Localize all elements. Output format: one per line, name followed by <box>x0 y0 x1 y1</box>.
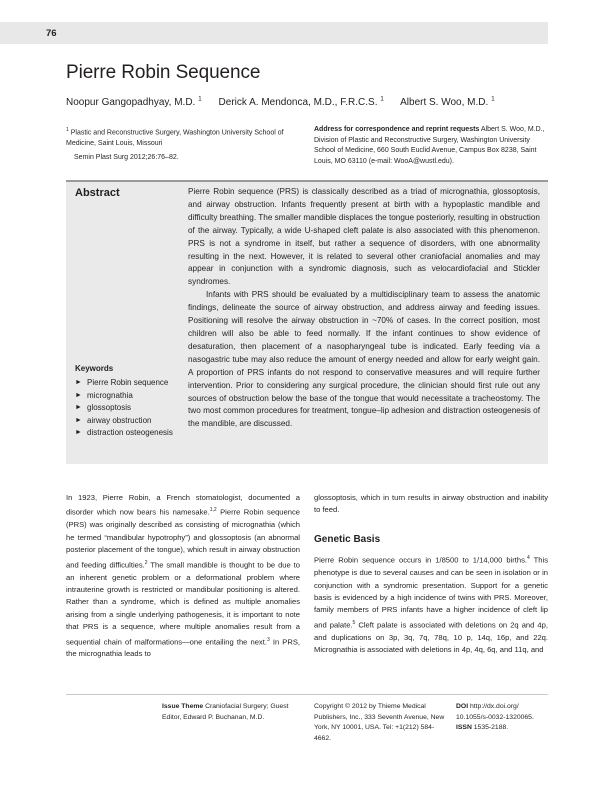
abstract-paragraph: Pierre Robin sequence (PRS) is classically described as a triad of micrognathia, glossoptosis, and airway obstruction. Infants frequently present at birth with a hypoplastic mandible and difficulty breathing. The smaller mandible displaces the tongue posteriorly, resulting in obstruction of the airway. Typically, a wide U-shaped cleft palate is also associated with this phenomenon. PRS is not a syndrome in itself, but rather a sequence of disorders, with one abnormality resulting in the next. However, it is related to several other craniofacial anomalies and may appear in conjunction with a syndromic diagnosis, such as velocardiofacial and Stickler syndromes. <box>188 187 540 287</box>
body-text: The small mandible is thought to be due to an inherent genetic problem or a deformational problem where intrauterine growth is restricted or mandibular positioning is altered. Rather than a syndrome, which is defined as multiple anomalies arising from a single underlying pathogenesis, it is important to note that PRS is a sequence, where multiple anomalies result from a sequential chain of malformations—one entailing the next. <box>66 560 300 647</box>
citation: Semin Plast Surg 2012;26:76–82. <box>74 154 179 161</box>
issn-label: ISSN <box>456 724 472 732</box>
author <box>66 97 202 108</box>
author-affiliation-marker: 1 <box>198 96 202 103</box>
bullet-arrow-icon: ► <box>75 429 82 437</box>
section-heading: Genetic Basis <box>314 533 381 545</box>
body-paragraph <box>314 552 548 656</box>
author-name: Derick A. Mendonca, M.D., F.R.C.S. <box>218 97 378 109</box>
page-number: 76 <box>46 28 57 39</box>
body-text: Pierre Robin sequence occurs in 1/8500 to 1/14,000 births. <box>314 555 528 565</box>
keywords-list <box>75 377 187 440</box>
keyword-text: airway obstruction <box>87 415 152 425</box>
author-name: Noopur Gangopadhyay, M.D. <box>66 97 196 109</box>
keyword-item <box>75 427 187 440</box>
keyword-item <box>75 402 187 415</box>
keyword-text: micrognathia <box>87 390 133 400</box>
citation-ref: 2 <box>144 559 148 566</box>
keyword-text: Pierre Robin sequence <box>87 378 169 387</box>
affiliation-text: Plastic and Reconstructive Surgery, Washington University School of Medicine, Saint Louis, Missouri <box>66 129 284 147</box>
body-text: Cleft palate is associated with deletions on 2q and 4p, and duplications on 3p, 3q, 7q, 78q, 10 p, 14q, 16p, and 22q. Micrognathia is associated with deletions in 4p, 4q, 6q, and 11q, and <box>314 620 548 655</box>
footer-divider <box>66 694 548 695</box>
correspondence-text: Albert S. Woo, M.D., Division of Plastic and Reconstructive Surgery, Washington University School of Medicine, 660 South Euclid Avenue, Campus Box 8238, Saint Louis, MO 63110 (e-mail: WooA@wustl.edu). <box>314 126 545 165</box>
keyword-item <box>75 377 187 390</box>
author-affiliation-marker: 1 <box>491 96 495 103</box>
citation-ref: 4 <box>527 555 530 562</box>
bullet-arrow-icon: ► <box>75 416 82 424</box>
author-list <box>66 96 509 108</box>
abstract-paragraph: Infants with PRS should be evaluated by a multidisciplinary team to assess the anatomic findings, delineate the source of airway obstruction, and address airway and feeding issues. Positioning will resolve the airway obstruction in ~70% of cases. In the correct position, most children will also be able to feed normally. If the infant continues to show evidence of desaturation, then placement of a nasopharyngeal tube is indicated. Early feeding via a nasogastric tube may also reduce the amount of energy needed and allow for early weight gain. A proportion of PRS infants do not respond to conservative measures and will require further intervention. Prior to considering any surgical procedure, the clinician should first rule out any sources of obstruction below the base of the tongue that would necessitate a tracheostomy. The two most common procedures for treatment, tongue–lip adhesion and distraction osteogenesis of the mandible, are discussed. <box>188 290 540 429</box>
keyword-text: glossoptosis <box>87 403 132 413</box>
footer-doi-issn <box>456 702 552 734</box>
body-paragraph <box>66 492 300 661</box>
bullet-arrow-icon: ► <box>75 379 82 386</box>
keyword-item <box>75 390 187 403</box>
body-text: Pierre Robin sequence (PRS) was originally described as consisting of micrognathia (which he termed “mandibular hypotrophy”) and glossoptosis (an abnormal posterior placement of the tongue), which result in airway obstruction and feeding difficulties. <box>66 507 300 570</box>
citation-ref: 5 <box>352 619 356 626</box>
article-title: Pierre Robin Sequence <box>66 62 261 83</box>
body-paragraph: glossoptosis, which in turn results in airway obstruction and inability to feed. <box>314 493 548 515</box>
body-text: In 1923, Pierre Robin, a French stomatologist, documented a disorder which now bears his namesake. <box>66 493 300 517</box>
bullet-arrow-icon: ► <box>75 404 82 412</box>
author <box>219 97 384 108</box>
keywords-heading: Keywords <box>75 364 114 373</box>
citation-ref: 3 <box>266 636 270 643</box>
correspondence <box>314 125 546 167</box>
author-affiliation-marker: 1 <box>380 96 384 103</box>
citation-ref: 1,2 <box>209 507 217 514</box>
issn-text: 1535-2188. <box>473 724 509 732</box>
running-header-bar <box>0 22 548 44</box>
bullet-arrow-icon: ► <box>75 391 82 399</box>
correspondence-label: Address for correspondence and reprint requests <box>314 126 480 133</box>
body-text: In PRS, the micrognathia leads to <box>66 637 301 659</box>
doi-label: DOI <box>456 703 469 710</box>
abstract-heading: Abstract <box>75 187 120 199</box>
keyword-text: distraction osteogenesis <box>87 428 173 438</box>
author-name: Albert S. Woo, M.D. <box>400 97 489 109</box>
keyword-item <box>75 415 187 428</box>
footer-copyright: Copyright © 2012 by Thieme Medical Publishers, Inc., 333 Seventh Avenue, New York, NY 10001, USA. Tel: +1(212) 584-4662. <box>314 703 445 742</box>
abstract-text <box>188 186 540 431</box>
body-column-left <box>66 492 300 661</box>
issue-text: Craniofacial Surgery; Guest Editor, Edward P. Buchanan, M.D. <box>162 703 289 721</box>
footer-issue-theme <box>162 702 304 723</box>
affiliation <box>66 125 301 149</box>
doi-link[interactable]: http://dx.doi.org/ 10.1055/s-0032-1320065. <box>456 703 534 721</box>
body-text: This phenotype is due to several causes and can be seen in isolation or in conjunction with a syndromic presentation. Support for a genetic basis is evidenced by a high incidence of twins with PRS. Moreover, family members of PRS infants have a higher incidence of cleft lip and palate. <box>314 555 548 630</box>
affiliation-marker: 1 <box>66 127 69 133</box>
author <box>400 97 495 108</box>
body-column-right <box>314 492 548 657</box>
issue-label: Issue Theme <box>162 703 204 710</box>
